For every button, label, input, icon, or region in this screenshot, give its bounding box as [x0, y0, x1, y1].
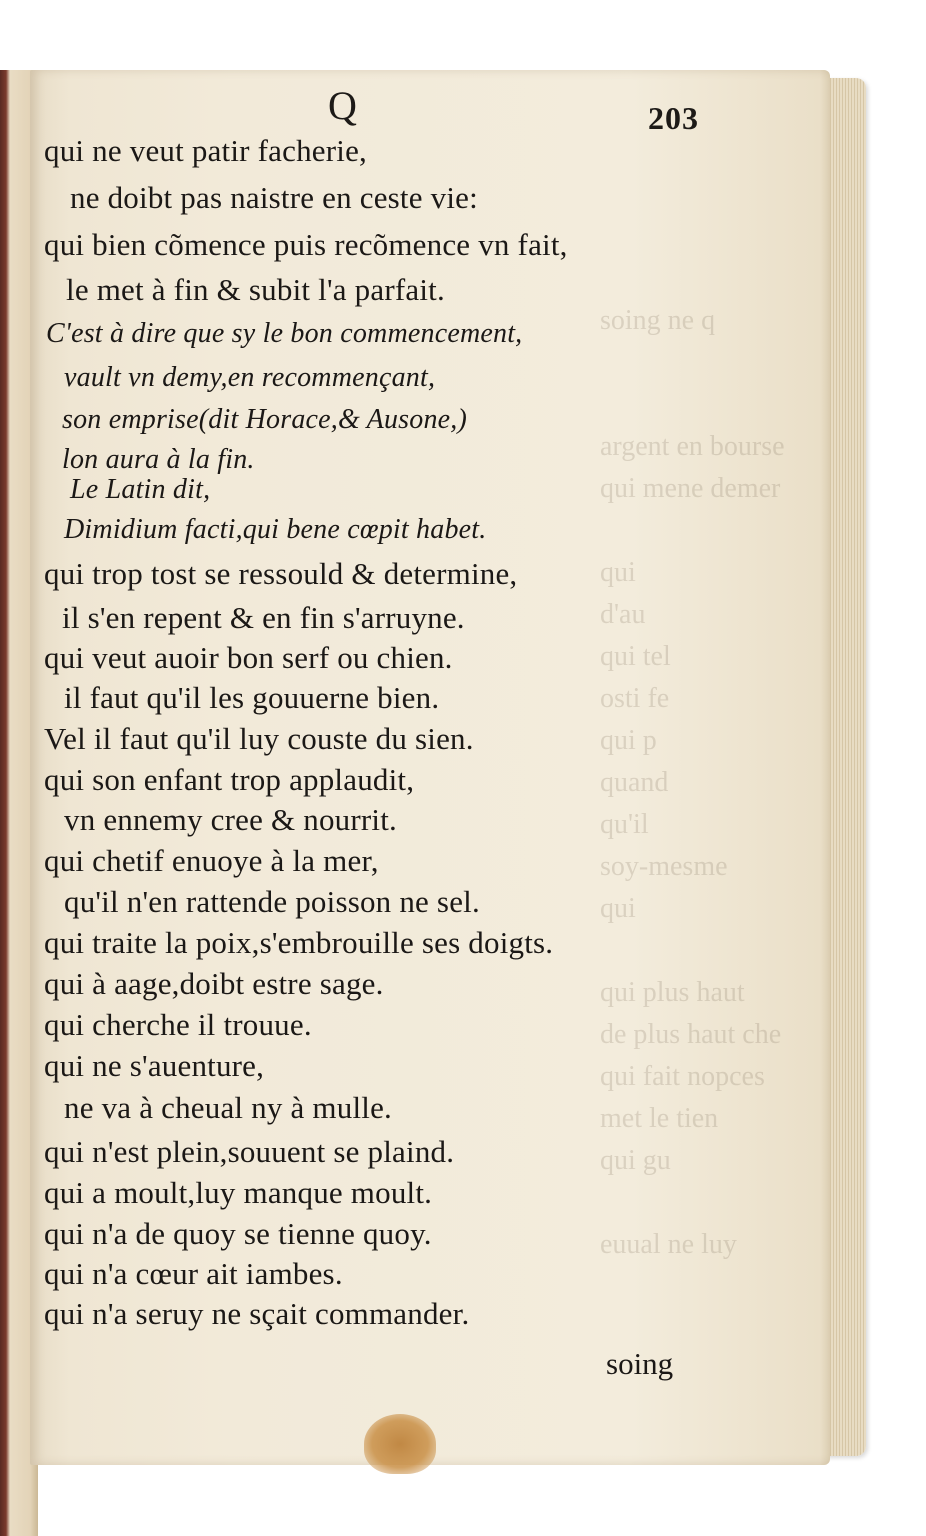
text-line: C'est à dire que sy le bon commencement, [46, 318, 523, 349]
text-line: qui cherche il trouue. [44, 1007, 312, 1042]
text-line: qui trop tost se ressould & determine, [44, 556, 518, 591]
text-line: qu'il n'en rattende poisson ne sel. [64, 884, 480, 919]
text-line: il faut qu'il les gouuerne bien. [64, 680, 440, 715]
text-line: son emprise(dit Horace,& Ausone,) [62, 404, 468, 435]
text-line: qui traite la poix,s'embrouille ses doigts. [44, 925, 554, 960]
text-line: Dimidium facti,qui bene cœpit habet. [64, 514, 487, 545]
text-line: ne doibt pas naistre en ceste vie: [70, 180, 478, 215]
text-line: vn ennemy cree & nourrit. [64, 802, 397, 837]
catchword: soing [606, 1346, 674, 1381]
text-line: qui n'a seruy ne sçait commander. [44, 1296, 470, 1331]
text-line: qui bien cõmence puis recõmence vn fait, [44, 227, 568, 262]
text-line: qui veut auoir bon serf ou chien. [44, 640, 453, 675]
text-line: lon aura à la fin. [62, 444, 255, 475]
text-line: il s'en repent & en fin s'arruyne. [62, 600, 465, 635]
text-line: qui ne s'auenture, [44, 1048, 265, 1083]
text-line: Vel il faut qu'il luy couste du sien. [44, 721, 474, 756]
text-line: qui n'est plein,souuent se plaind. [44, 1134, 455, 1169]
stain-mark [364, 1414, 436, 1474]
signature-mark: Q [328, 83, 357, 128]
text-line: Le Latin dit, [70, 474, 211, 505]
page-number: 203 [648, 100, 699, 136]
text-line: qui son enfant trop applaudit, [44, 762, 415, 797]
text-line: qui a moult,luy manque moult. [44, 1175, 433, 1210]
text-line: qui chetif enuoye à la mer, [44, 843, 379, 878]
text-line: vault vn demy,en recommençant, [64, 362, 436, 393]
text-line: qui à aage,doibt estre sage. [44, 966, 384, 1001]
text-line: ne va à cheual ny à mulle. [64, 1090, 392, 1125]
text-line: qui ne veut patir facherie, [44, 133, 367, 168]
background-corner [0, 0, 60, 70]
text-line: qui n'a cœur ait iambes. [44, 1256, 343, 1291]
text-line: qui n'a de quoy se tienne quoy. [44, 1216, 432, 1251]
bleed-through-text: soing ne q argent en bourse qui mene demer qui d'au qui tel osti fe qui p quand qu'il soy-mesme qui qui plus haut de plus haut che qui fait nopces met le tien qui gu euual ne luy [600, 305, 785, 1260]
text-line: le met à fin & subit l'a parfait. [66, 272, 445, 307]
